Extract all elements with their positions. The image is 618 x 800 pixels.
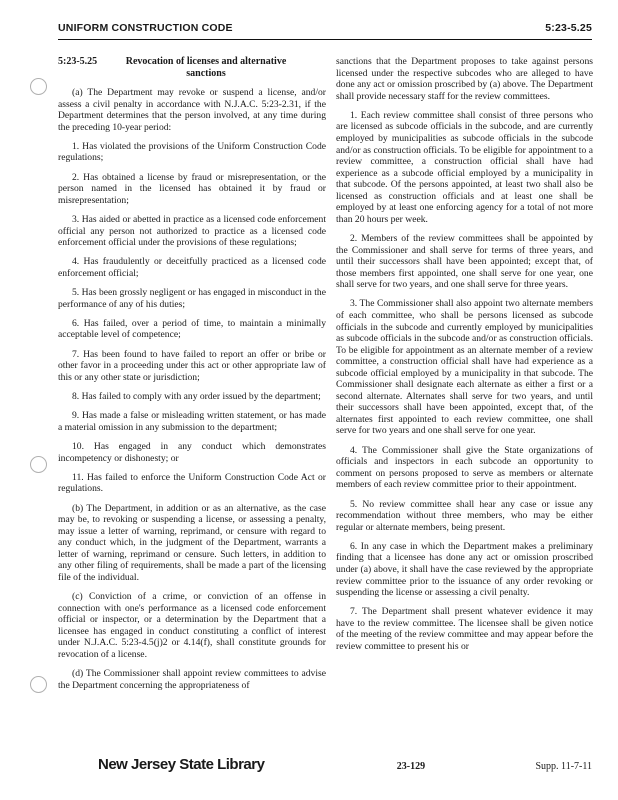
right-column [336, 56, 593, 660]
paragraph: 2. Has obtained a license by fraud or misrepresentation, or the person named in the licensed has obtained it by fraud or misrepresentation; [58, 171, 326, 206]
left-column [58, 56, 326, 699]
paragraph: 5. No review committee shall hear any case or issue any recommendation without three members, who may be either regular or alternate members, being present. [336, 498, 593, 533]
paragraph: (a) The Department may revoke or suspend a license, and/or assess a civil penalty in accordance with N.J.A.C. 5:23-2.31, if the Department determines that the person involved, at any time during the preceding 10-year period: [58, 87, 326, 133]
header-section-number: 5:23-5.25 [545, 22, 592, 34]
punch-hole-bottom [30, 676, 47, 693]
paragraph: 7. The Department shall present whatever evidence it may have to the review committee. The licensee shall be given notice of the meeting of the review committee and may appear before the review committee to present his or [336, 606, 593, 652]
paragraph: 2. Members of the review committees shall be appointed by the Commissioner and shall serve for terms of three years, and until their successors shall have been appointed; except that, of those members first appointed, one shall serve for one year, one shall serve for two years, and one shall serve for three years. [336, 233, 593, 291]
paragraph: 1. Has violated the provisions of the Uniform Construction Code regulations; [58, 140, 326, 164]
paragraph: 3. Has aided or abetted in practice as a licensed code enforcement official any person not authorized to practice as a licensed code enforcement official under the provisions of these regulations; [58, 213, 326, 249]
paragraph: 3. The Commissioner shall also appoint two alternate members of each committee, who shall be persons licensed as subcode officials in the subcode and currently employed by municipalities as subcode officials in the subcode and/or as construction officials. To be eligible for appointment as an alternate member of a review committee, a construction official shall have had experience as a subcode official employed by a municipality in that subcode. The Commissioner shall designate each alternate as either a first or a second alternate. Alternates shall serve for two years, and until their successors shall have been appointed, except that, of the alternates first appointed to each review committee, one shall serve for two years and one shall serve for one year. [336, 298, 593, 437]
paragraph: 4. Has fraudulently or deceitfully practiced as a licensed code enforcement official; [58, 256, 326, 279]
supplement-date: Supp. 11-7-11 [535, 761, 592, 772]
paragraph: 4. The Commissioner shall give the State organizations of officials and inspectors in each subcode an opportunity to comment on persons proposed to serve as members or alternate members of each review committee prior to their appointment. [336, 444, 593, 491]
library-stamp: New Jersey State Library [98, 756, 265, 773]
paragraph: 6. In any case in which the Department makes a preliminary finding that a licensee has done any act or omission proscribed under (a) above, it shall have the case reviewed by the appropriate review committee prior to the issuance of any order revoking or suspending the license or assessing a civil penalty. [336, 540, 593, 599]
paragraph: 10. Has engaged in any conduct which demonstrates incompetency or dishonesty; or [58, 441, 326, 464]
paragraph: (d) The Commissioner shall appoint review committees to advise the Department concerning the appropriateness of [58, 668, 326, 691]
running-header [58, 22, 592, 34]
paragraph: sanctions that the Department proposes to take against persons licensed under the respective subcodes who are alleged to have done any act or omission proscribed by (a) above. The Department shall provide necessary staff for the review committees. [336, 56, 593, 102]
header-title: UNIFORM CONSTRUCTION CODE [58, 22, 233, 34]
paragraph: 1. Each review committee shall consist of three persons who are licensed as subcode officials in the subcode, and are currently employed by municipalities as subcode officials in the subcode and/or as construction officials. To be eligible for appointment to a review committee, a construction official shall have had experience as a subcode official employed by a municipality in that subcode. Of the persons appointed, at least two shall also be licensed as construction officials and at least one shall be employed by at least one enforcing agency for a total of not more than 20 hours per week. [336, 109, 593, 225]
paragraph: 9. Has made a false or misleading written statement, or has made a material omission in any submission to the department; [58, 410, 326, 433]
paragraph: 8. Has failed to comply with any order issued by the department; [72, 390, 321, 402]
paragraph: 5. Has been grossly negligent or has engaged in misconduct in the performance of any of his duties; [58, 287, 326, 310]
section-heading [58, 56, 326, 79]
paragraph: (b) The Department, in addition or as an alternative, as the case may be, to revoking or suspending a license, or assessing a penalty, may issue a letter of warning, reprimand, or censure with regard to any conduct which, in the judgment of the Department, warrants a letter of warning, reprimand or censure. Such letters, in addition to any other filing of requirements, shall be made a part of the licensing file of the individual. [58, 502, 326, 583]
page-footer [58, 756, 592, 773]
page-number: 23-129 [396, 761, 426, 772]
paragraph: 11. Has failed to enforce the Uniform Construction Code Act or regulations. [58, 471, 326, 495]
header-rule [58, 39, 592, 40]
paragraph: 7. Has been found to have failed to report an offer or bribe or other favor in a proceeding under this act or other appropriate law of this or any other state or jurisdiction; [58, 348, 326, 383]
punch-hole-middle [30, 456, 47, 473]
section-number: 5:23-5.25 [58, 56, 98, 67]
paragraph: (c) Conviction of a crime, or conviction of an offense in connection with one's performance as a licensed code enforcement official or inspector, or a determination by the Department that a licensee has engaged in conduct constituting a conflict of interest under N.J.A.C. 5:23-4.5(j)2 or 4.14(f), shall constitute grounds for revocation of a license. [58, 591, 326, 660]
section-title: Revocation of licenses and alternative sanctions [125, 56, 287, 79]
paragraph: 6. Has failed, over a period of time, to maintain a minimally acceptable level of competence; [58, 317, 326, 341]
punch-hole-top [30, 78, 47, 95]
